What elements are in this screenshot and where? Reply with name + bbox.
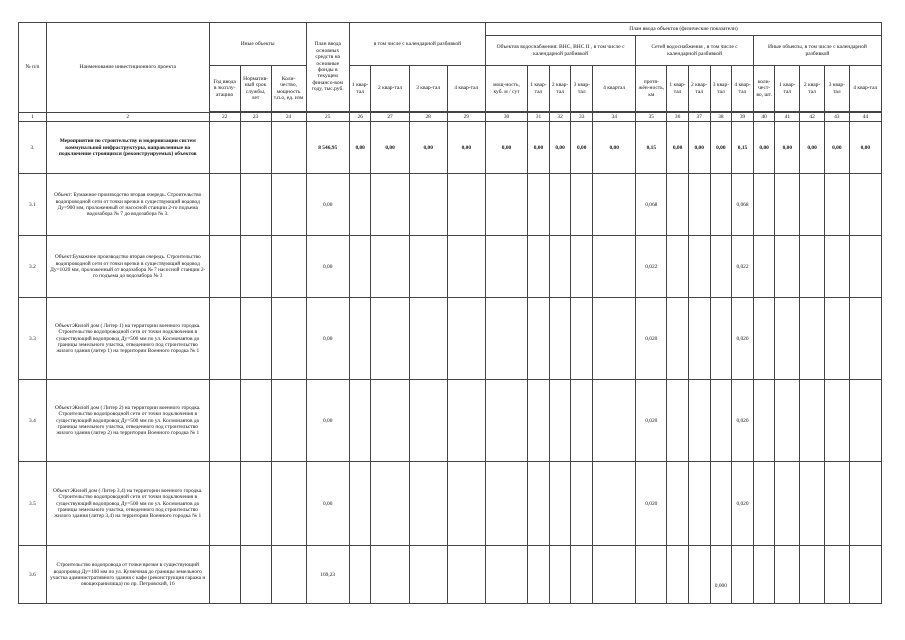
col-number: 27	[371, 113, 409, 122]
cell-value: 0,00	[447, 122, 485, 174]
column-numbers-row	[19, 113, 882, 122]
cell-value: 0,00	[571, 122, 593, 174]
header-ws-q2: 2 квар-тал	[549, 66, 571, 112]
row-number: 3.2	[19, 236, 47, 298]
row-number: 3.4	[19, 380, 47, 462]
header-net-q2: 2 квар-тал	[688, 66, 710, 112]
header-q1: 1 квар-тал	[349, 66, 371, 112]
col-number: 2	[46, 113, 209, 122]
cell-value: 0,00	[409, 122, 447, 174]
header-q3: 3 квар-тал	[409, 66, 447, 112]
table-row	[19, 236, 882, 298]
header-q4: 4 квар-тал	[447, 66, 485, 112]
table-row	[19, 546, 882, 604]
cell-value: 0,020	[636, 462, 667, 546]
table-row	[19, 380, 882, 462]
cell-value: 0,00	[549, 122, 571, 174]
cell	[209, 122, 240, 174]
row-number: 3.6	[19, 546, 47, 604]
cell-value: 0,00	[800, 122, 825, 174]
project-name: Мероприятия по строительству и модернизации систем коммунальной инфраструктуры, направленные на подключение строящихся (реконструируемых) объектов	[46, 122, 209, 174]
cell-value: 0,00	[306, 174, 349, 236]
header-oth-q4: 4 квар-тал	[849, 66, 881, 112]
header-oth-q1: 1 квар-тал	[775, 66, 800, 112]
cell-value: 0,020	[732, 462, 754, 546]
cell-value: 0,00	[485, 122, 527, 174]
table-row	[19, 122, 882, 174]
cell-value: 0,020	[732, 380, 754, 462]
col-number: 38	[710, 113, 732, 122]
project-name: Объект: Бумажное производство вторая очередь. Строительство водопроводной сети от точки врезки в существующий водовод Ду=900 мм, проложенный от насосной станции 2-го подъема водозабора № 7 до водозабора № 3.	[46, 174, 209, 236]
col-number: 35	[636, 113, 667, 122]
header-other-objects: Иные объекты	[209, 23, 306, 66]
table-row	[19, 462, 882, 546]
header-oth-q2: 2 квар-тал	[800, 66, 825, 112]
cell-value: 8 546,95	[306, 122, 349, 174]
col-number: 43	[824, 113, 849, 122]
col-number: 34	[593, 113, 636, 122]
cell-value: 0,00	[849, 122, 881, 174]
header-plan-input-funds: План ввода основных средств на основные фонды в текущем финансо-вом году, тыс.руб.	[306, 23, 349, 112]
cell-value: 0,00	[775, 122, 800, 174]
header-capacity-qty: Коли-чество, мощность т.п.о, ед. изм	[271, 66, 306, 112]
cell-value: 0,00	[306, 380, 349, 462]
cell-value: 0,00	[371, 122, 409, 174]
header-oth-q3: 3 квар-тал	[824, 66, 849, 112]
col-number: 29	[447, 113, 485, 122]
project-name: Объект:Жилой дом ( Литер 1) на территории военного городка. Строительство водопроводной сети от точки подключения в существующий водопровод Ду=500 мм по ул. Космонавтов до границы земельного участка, отведенного под строительство жилого здания (литер 1) на территории Военного городка № 1	[46, 298, 209, 380]
cell-value: 0,022	[732, 236, 754, 298]
header-water-supply: Объектов водоснабжения: ВНС, ВНС II , в том числе с календарной разбивкой	[485, 36, 635, 66]
header-q2: 2 квар-тал	[371, 66, 409, 112]
investment-table	[18, 22, 882, 604]
document-sheet	[18, 22, 882, 604]
col-number: 1	[19, 113, 47, 122]
cell-value: 0,068	[732, 174, 754, 236]
table-row	[19, 298, 882, 380]
cell-value: 0,00	[306, 462, 349, 546]
header-incl-quarterly: в том числе с календарной разбивкой	[349, 23, 485, 66]
cell-value: 0,00	[710, 122, 732, 174]
cell-value: 0,15	[636, 122, 667, 174]
cell-value: 0,022	[636, 236, 667, 298]
project-name: Строительство водопровода от точки врезки в существующий водопровод Ду=100 мм по ул. Кузнечная до границы земельного участка административного здания с кафе (реконструкция гаража и овощехранилища) по пр. Петровский, 16	[46, 546, 209, 604]
col-number: 36	[667, 113, 689, 122]
header-capacity: мощ-ность, куб. м / сут	[485, 66, 527, 112]
cell-value: 0,00	[306, 236, 349, 298]
header-standard-life: Норматив-ный срок службы, лет	[240, 66, 271, 112]
cell-value: 0,020	[636, 380, 667, 462]
header-qty: коли-чест-во, шт.	[753, 66, 775, 112]
header-net-q1: 1 квар-тал	[667, 66, 689, 112]
col-number: 32	[549, 113, 571, 122]
header-net-q4: 4 квар-тал	[732, 66, 754, 112]
table-row	[19, 174, 882, 236]
col-number: 42	[800, 113, 825, 122]
row-number: 3.	[19, 122, 47, 174]
header-ws-q1: 1 квар-тал	[528, 66, 550, 112]
cell	[271, 122, 306, 174]
cell-value: 0,020	[636, 298, 667, 380]
header-year-input: Год ввода в эксплу-атацию	[209, 66, 240, 112]
col-number: 25	[306, 113, 349, 122]
header-ws-q3: 3 квар-тал	[571, 66, 593, 112]
header-plan-physical: План ввода объектов (физические показатели)	[485, 23, 881, 36]
row-number: 3.1	[19, 174, 47, 236]
header-net-q3: 3 квар-тал	[710, 66, 732, 112]
header-no: № п/п	[19, 23, 47, 113]
row-number: 3.5	[19, 462, 47, 546]
cell-value: 0,020	[732, 298, 754, 380]
row-number: 3.3	[19, 298, 47, 380]
cell-value: 0,00	[753, 122, 775, 174]
cell-value: 0,00	[688, 122, 710, 174]
col-number: 26	[349, 113, 371, 122]
col-number: 39	[732, 113, 754, 122]
cell	[240, 122, 271, 174]
cell-value: 0,000	[710, 546, 732, 604]
header-ws-q4: 4 квартал	[593, 66, 636, 112]
col-number: 31	[528, 113, 550, 122]
cell-value: 0,00	[824, 122, 849, 174]
col-number: 37	[688, 113, 710, 122]
project-name: Объект:Жилой дом ( Литер 3,4) на территории военного городка. Строительство водопроводной сети от точки подключения в существующий водопровод Ду=500 мм по ул. Космонавтов до границы земельного участка, отведенного под строительство жилого здания (литер 3,4) на территории Военного городка № 1	[46, 462, 209, 546]
cell-value: 0,00	[306, 298, 349, 380]
cell-value: 169,23	[306, 546, 349, 604]
col-number: 30	[485, 113, 527, 122]
col-number: 33	[571, 113, 593, 122]
header-other-objects-q: Иные объекты, в том числе с календарной разбивкой	[753, 36, 881, 66]
col-number: 23	[240, 113, 271, 122]
col-number: 22	[209, 113, 240, 122]
col-number: 44	[849, 113, 881, 122]
project-name: Объект:Жилой дом ( Литер 2) на территории военного городка. Строительство водопроводной сети от точки подключения в существующий водопровод Ду=500 мм по ул. Космонавтов до границы земельного участка, отведенного под строительство жилого здания (литер 2) на территории Военного городка № 1	[46, 380, 209, 462]
header-networks: Сетей водоснабжения , в том числе с календарной разбивкой	[636, 36, 753, 66]
col-number: 41	[775, 113, 800, 122]
project-name: Объект:Бумажное производство вторая очередь. Строительство водопроводной сети от точки врезки в существующий водовод Ду=1020 мм, проложенный от водозабора № 7 насосной станции 2-го подъема до водозабора № 3	[46, 236, 209, 298]
col-number: 40	[753, 113, 775, 122]
header-project-name: Наименование инвестиционного проекта	[46, 23, 209, 113]
col-number: 24	[271, 113, 306, 122]
cell-value: 0,15	[732, 122, 754, 174]
header-length: протя-жён-ность, км	[636, 66, 667, 112]
cell-value: 0,00	[667, 122, 689, 174]
cell-value: 0,068	[636, 174, 667, 236]
cell-value: 0,00	[349, 122, 371, 174]
cell-value: 0,00	[528, 122, 550, 174]
cell-value: 0,00	[593, 122, 636, 174]
col-number: 28	[409, 113, 447, 122]
